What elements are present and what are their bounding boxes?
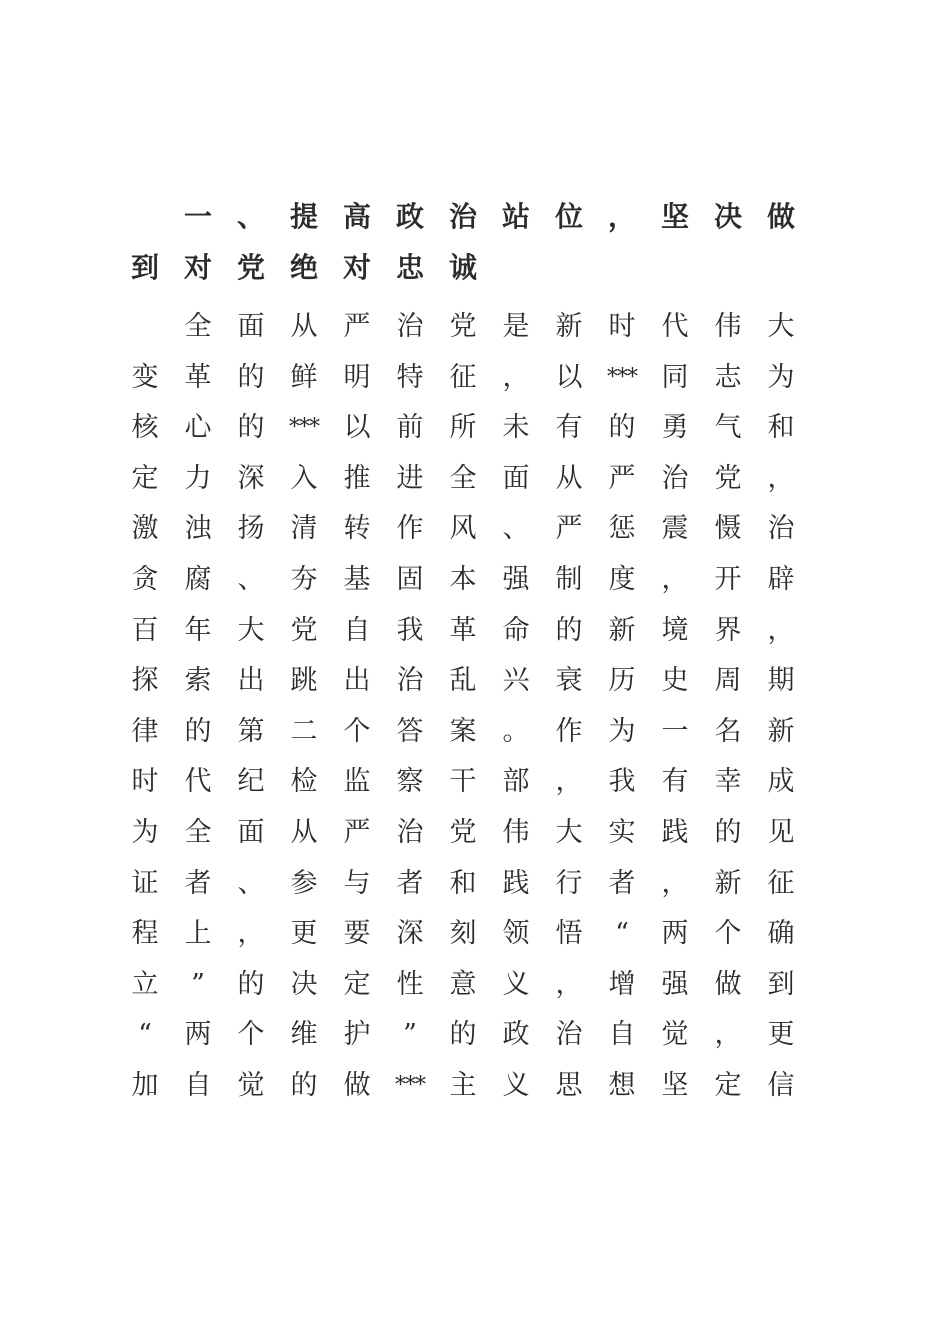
heading-char: 高: [342, 200, 371, 233]
body-char: 治: [396, 665, 424, 696]
body-char: 开: [714, 564, 742, 595]
body-char: 固: [396, 564, 424, 595]
body-char: 勇: [661, 412, 689, 443]
body-char: 的: [449, 1019, 477, 1050]
body-char: 扬: [237, 513, 265, 544]
body-line: [0, 361, 950, 411]
body-char: 历: [608, 665, 636, 696]
body-char: 刻: [449, 918, 477, 949]
body-line: [0, 462, 950, 512]
body-char: 确: [767, 918, 795, 949]
body-line: [0, 1069, 950, 1119]
body-char: 加: [131, 1070, 159, 1101]
heading-char: 对: [183, 251, 212, 284]
body-char: 征: [767, 868, 795, 899]
body-char: 治: [767, 513, 795, 544]
body-char: 深: [396, 918, 424, 949]
body-char: 做: [714, 969, 742, 1000]
body-char: 上: [184, 918, 212, 949]
body-char: 维: [290, 1019, 318, 1050]
body-char: 做: [343, 1070, 371, 1101]
body-char: 悟: [555, 918, 583, 949]
body-char: 义: [502, 1070, 530, 1101]
body-char: “: [138, 1019, 152, 1050]
body-char: 检: [290, 766, 318, 797]
body-line: [0, 715, 950, 765]
body-char: 的: [555, 615, 583, 646]
heading-char: ，: [607, 200, 636, 233]
body-char: 幸: [714, 766, 742, 797]
body-char: 惩: [608, 513, 636, 544]
body-char: 变: [131, 362, 159, 393]
body-char: 两: [184, 1019, 212, 1050]
body-char: 的: [237, 412, 265, 443]
body-char: 革: [184, 362, 212, 393]
body-char: 征: [449, 362, 477, 393]
body-char: 命: [502, 615, 530, 646]
body-line: [0, 310, 950, 360]
body-char: 意: [449, 969, 477, 1000]
body-char: 面: [502, 463, 530, 494]
heading-char: 党: [236, 251, 265, 284]
body-char: ”: [403, 1019, 417, 1050]
body-char: 立: [131, 969, 159, 1000]
body-char: ***: [395, 1073, 425, 1098]
body-char: 自: [608, 1019, 636, 1050]
body-char: ”: [191, 969, 205, 1000]
heading-char: 对: [342, 251, 371, 284]
body-char: 察: [396, 766, 424, 797]
body-char: 党: [714, 463, 742, 494]
body-line: [0, 816, 950, 866]
body-char: 两: [661, 918, 689, 949]
body-char: ，: [767, 463, 795, 494]
body-char: 党: [449, 311, 477, 342]
body-char: 是: [502, 311, 530, 342]
body-char: 腐: [184, 564, 212, 595]
body-line: [0, 968, 950, 1018]
body-char: ***: [289, 415, 319, 440]
body-char: 代: [184, 766, 212, 797]
body-char: 案: [449, 716, 477, 747]
body-char: 与: [343, 868, 371, 899]
body-char: 、: [237, 564, 265, 595]
body-char: 参: [290, 868, 318, 899]
body-char: 未: [502, 412, 530, 443]
heading-char: 到: [130, 251, 159, 284]
body-char: 慑: [714, 513, 742, 544]
body-char: 我: [608, 766, 636, 797]
body-char: 夯: [290, 564, 318, 595]
body-line: [0, 765, 950, 815]
body-char: 的: [184, 716, 212, 747]
body-char: 成: [767, 766, 795, 797]
body-char: 风: [449, 513, 477, 544]
body-char: 入: [290, 463, 318, 494]
body-char: 信: [767, 1070, 795, 1101]
body-char: 严: [343, 311, 371, 342]
body-line: [0, 867, 950, 917]
body-char: 护: [343, 1019, 371, 1050]
body-char: 的: [608, 412, 636, 443]
body-char: 为: [608, 716, 636, 747]
body-char: 进: [396, 463, 424, 494]
body-char: 治: [555, 1019, 583, 1050]
body-char: 个: [237, 1019, 265, 1050]
body-char: 伟: [502, 817, 530, 848]
heading-char: 忠: [395, 251, 424, 284]
body-char: 新: [714, 868, 742, 899]
body-char: 更: [767, 1019, 795, 1050]
body-char: 有: [661, 766, 689, 797]
body-char: 政: [502, 1019, 530, 1050]
body-char: 从: [290, 311, 318, 342]
body-char: 强: [502, 564, 530, 595]
body-char: 严: [608, 463, 636, 494]
heading-line: [0, 200, 950, 250]
body-char: 实: [608, 817, 636, 848]
body-char: 出: [343, 665, 371, 696]
body-line: [0, 664, 950, 714]
body-char: 想: [608, 1070, 636, 1101]
body-char: ，: [714, 1019, 742, 1050]
body-char: 强: [661, 969, 689, 1000]
body-char: 时: [608, 311, 636, 342]
body-char: 心: [184, 412, 212, 443]
body-char: 贪: [131, 564, 159, 595]
body-char: 见: [767, 817, 795, 848]
body-char: 坚: [661, 1070, 689, 1101]
body-char: 本: [449, 564, 477, 595]
body-char: 所: [449, 412, 477, 443]
body-char: 索: [184, 665, 212, 696]
body-char: 革: [449, 615, 477, 646]
body-char: 志: [714, 362, 742, 393]
body-char: 以: [555, 362, 583, 393]
body-char: 大: [237, 615, 265, 646]
body-char: 监: [343, 766, 371, 797]
body-char: 代: [661, 311, 689, 342]
body-char: 推: [343, 463, 371, 494]
body-char: 要: [343, 918, 371, 949]
body-char: 全: [184, 817, 212, 848]
body-char: 纪: [237, 766, 265, 797]
heading-char: 决: [713, 200, 742, 233]
body-char: 浊: [184, 513, 212, 544]
body-char: 党: [290, 615, 318, 646]
heading-char: 位: [554, 200, 583, 233]
body-char: 决: [290, 969, 318, 1000]
body-char: 全: [449, 463, 477, 494]
body-char: 鲜: [290, 362, 318, 393]
body-char: 明: [343, 362, 371, 393]
body-char: 自: [343, 615, 371, 646]
body-char: 定: [131, 463, 159, 494]
body-char: 作: [396, 513, 424, 544]
body-char: 、: [237, 868, 265, 899]
body-char: 践: [502, 868, 530, 899]
body-char: 行: [555, 868, 583, 899]
body-char: 程: [131, 918, 159, 949]
body-char: 性: [396, 969, 424, 1000]
body-char: 伟: [714, 311, 742, 342]
body-char: 治: [396, 817, 424, 848]
body-char: 从: [290, 817, 318, 848]
body-char: 新: [767, 716, 795, 747]
body-char: 转: [343, 513, 371, 544]
body-char: ，: [502, 362, 530, 393]
body-char: 义: [502, 969, 530, 1000]
body-char: ，: [555, 969, 583, 1000]
body-char: 核: [131, 412, 159, 443]
heading-char: 做: [766, 200, 795, 233]
body-char: 辟: [767, 564, 795, 595]
body-char: 史: [661, 665, 689, 696]
body-char: ，: [661, 868, 689, 899]
body-char: 者: [184, 868, 212, 899]
body-char: 兴: [502, 665, 530, 696]
body-char: 答: [396, 716, 424, 747]
body-line: [0, 1018, 950, 1068]
body-char: ，: [237, 918, 265, 949]
body-char: 力: [184, 463, 212, 494]
heading-char: 治: [448, 200, 477, 233]
body-char: 探: [131, 665, 159, 696]
body-char: 全: [184, 311, 212, 342]
body-char: 者: [396, 868, 424, 899]
body-char: 的: [237, 362, 265, 393]
body-char: 时: [131, 766, 159, 797]
body-line: [0, 512, 950, 562]
body-char: “: [615, 918, 629, 949]
body-line: [0, 614, 950, 664]
body-char: 觉: [661, 1019, 689, 1050]
body-char: 更: [290, 918, 318, 949]
body-char: 到: [767, 969, 795, 1000]
heading-char: 站: [501, 200, 530, 233]
body-char: 出: [237, 665, 265, 696]
body-char: 治: [396, 311, 424, 342]
body-char: ***: [607, 365, 637, 390]
body-line: [0, 563, 950, 613]
body-char: 基: [343, 564, 371, 595]
body-char: 的: [290, 1070, 318, 1101]
body-char: 践: [661, 817, 689, 848]
body-char: 境: [661, 615, 689, 646]
heading-char: 政: [395, 200, 424, 233]
body-char: 严: [555, 513, 583, 544]
body-char: 和: [449, 868, 477, 899]
body-char: ，: [661, 564, 689, 595]
body-char: 新: [555, 311, 583, 342]
body-char: 度: [608, 564, 636, 595]
heading-char: 一: [183, 200, 212, 233]
body-char: 部: [502, 766, 530, 797]
body-char: 治: [661, 463, 689, 494]
body-char: 个: [343, 716, 371, 747]
body-char: 震: [661, 513, 689, 544]
body-char: ，: [555, 766, 583, 797]
body-char: 二: [290, 716, 318, 747]
body-char: 一: [661, 716, 689, 747]
body-char: 制: [555, 564, 583, 595]
body-char: 为: [131, 817, 159, 848]
body-char: 定: [714, 1070, 742, 1101]
heading-char: 、: [236, 200, 265, 233]
body-char: 乱: [449, 665, 477, 696]
body-char: 个: [714, 918, 742, 949]
body-char: 、: [502, 513, 530, 544]
body-char: 名: [714, 716, 742, 747]
body-char: 为: [767, 362, 795, 393]
body-char: 律: [131, 716, 159, 747]
body-char: 深: [237, 463, 265, 494]
heading-char: 绝: [289, 251, 318, 284]
body-char: 百: [131, 615, 159, 646]
body-char: 衰: [555, 665, 583, 696]
body-char: 特: [396, 362, 424, 393]
body-char: 气: [714, 412, 742, 443]
body-char: 大: [767, 311, 795, 342]
body-char: 以: [343, 412, 371, 443]
body-char: 跳: [290, 665, 318, 696]
body-char: 思: [555, 1070, 583, 1101]
body-char: 新: [608, 615, 636, 646]
body-line: [0, 917, 950, 967]
body-char: 年: [184, 615, 212, 646]
body-char: 面: [237, 817, 265, 848]
body-char: 第: [237, 716, 265, 747]
body-char: ，: [767, 615, 795, 646]
body-char: 者: [608, 868, 636, 899]
body-char: 清: [290, 513, 318, 544]
body-char: 增: [608, 969, 636, 1000]
body-char: 期: [767, 665, 795, 696]
body-char: 觉: [237, 1070, 265, 1101]
body-char: 主: [449, 1070, 477, 1101]
body-char: 的: [237, 969, 265, 1000]
heading-char: 诚: [448, 251, 477, 284]
body-char: 大: [555, 817, 583, 848]
body-char: 和: [767, 412, 795, 443]
body-char: 有: [555, 412, 583, 443]
body-char: 界: [714, 615, 742, 646]
body-char: 前: [396, 412, 424, 443]
body-char: 证: [131, 868, 159, 899]
body-char: 干: [449, 766, 477, 797]
body-char: 从: [555, 463, 583, 494]
body-char: 作: [555, 716, 583, 747]
heading-char: 提: [289, 200, 318, 233]
body-char: 领: [502, 918, 530, 949]
body-char: 党: [449, 817, 477, 848]
body-char: 的: [714, 817, 742, 848]
heading-line: [0, 251, 950, 301]
body-char: 我: [396, 615, 424, 646]
body-line: [0, 411, 950, 461]
heading-char: 坚: [660, 200, 689, 233]
body-char: 周: [714, 665, 742, 696]
body-char: 面: [237, 311, 265, 342]
body-char: 同: [661, 362, 689, 393]
body-char: 定: [343, 969, 371, 1000]
body-char: 。: [502, 716, 530, 747]
body-char: 自: [184, 1070, 212, 1101]
body-char: 激: [131, 513, 159, 544]
body-char: 严: [343, 817, 371, 848]
